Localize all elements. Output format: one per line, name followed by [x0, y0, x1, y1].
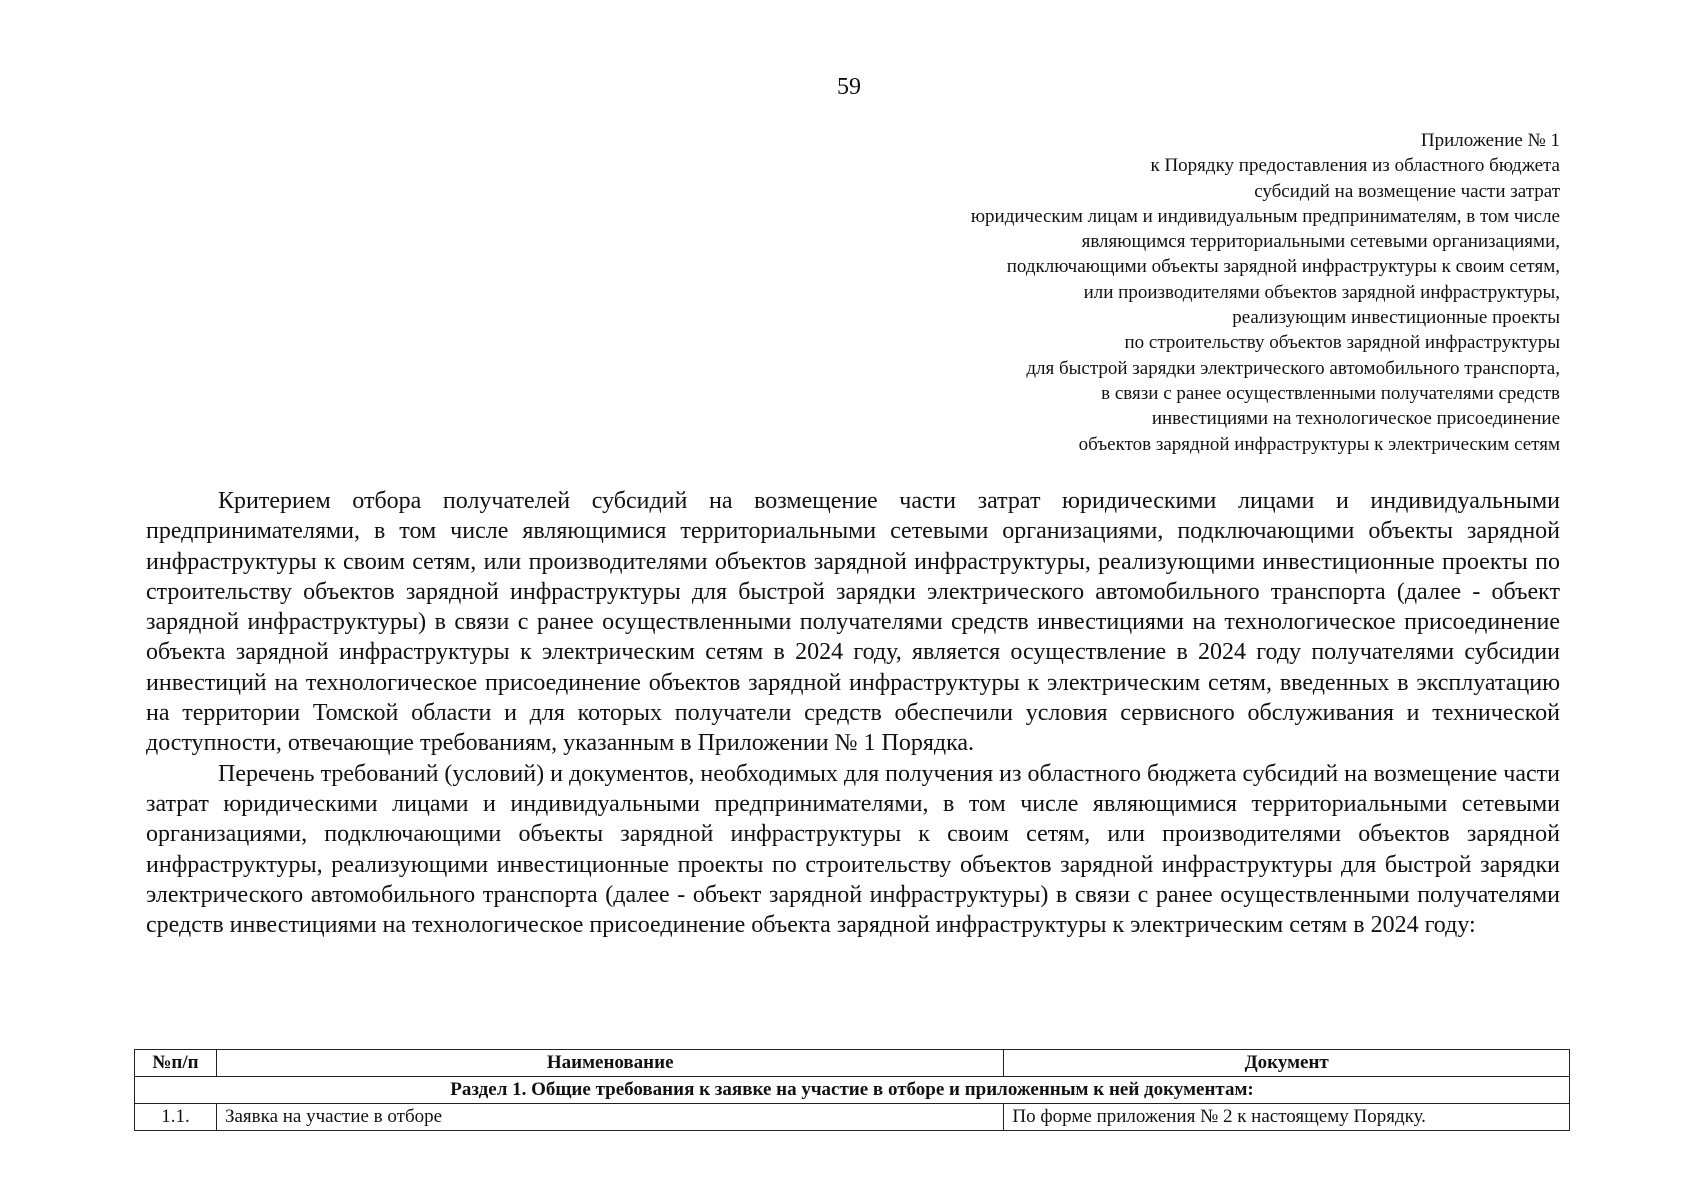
header-document: Документ [1004, 1050, 1570, 1077]
appendix-line: к Порядку предоставления из областного бюджета [1150, 155, 1560, 177]
appendix-line: Приложение № 1 [1420, 130, 1560, 151]
header-name: Наименование [216, 1050, 1003, 1077]
appendix-line: реализующим инвестиционные проекты [1232, 307, 1560, 329]
appendix-line: юридическим лицам и индивидуальным предпринимателям, в том числе [970, 205, 1560, 227]
appendix-line: в связи с ранее осуществленными получателями средств [1101, 382, 1560, 404]
appendix-line: или производителями объектов зарядной инфраструктуры, [1083, 281, 1560, 303]
appendix-line: объектов зарядной инфраструктуры к электрическим сетям [1078, 433, 1560, 455]
appendix-line: подключающими объекты зарядной инфраструктуры к своим сетям, [1006, 256, 1560, 278]
table-header-row [135, 1050, 1570, 1077]
requirements-paragraph: Перечень требований (условий) и документов, необходимых для получения из областного бюджета субсидий на возмещение части затрат юридическими лицами и индивидуальными предпринимателями, в том числе являющимися территориальными сетевыми организациями, подключающими объекты зарядной инфраструктуры к своим сетям, или производителями объектов зарядной инфраструктуры, реализующими инвестиционные проекты по строительству объектов зарядной инфраструктуры для быстрой зарядки электрического автомобильного транспорта (далее - объект зарядной инфраструктуры) в связи с ранее осуществленными получателями средств инвестициями на технологическое присоединение объекта зарядной инфраструктуры к электрическим сетям в 2024 году: [146, 760, 1560, 939]
row-document: По форме приложения № 2 к настоящему Порядку. [1004, 1104, 1570, 1131]
table-row [135, 1104, 1570, 1131]
appendix-header [800, 128, 1560, 457]
page-number: 59 [837, 74, 861, 100]
appendix-line: для быстрой зарядки электрического автомобильного транспорта, [1026, 357, 1560, 379]
body-text [146, 486, 1560, 940]
section-title: Раздел 1. Общие требования к заявке на участие в отборе и приложенным к ней документам: [135, 1077, 1570, 1104]
table-section-row [135, 1077, 1570, 1104]
criterion-paragraph: Критерием отбора получателей субсидий на возмещение части затрат юридическими лицами и индивидуальными предпринимателями, в том числе являющимися территориальными сетевыми организациями, подключающими объекты зарядной инфраструктуры к своим сетям, или производителями объектов зарядной инфраструктуры, реализующими инвестиционные проекты по строительству объектов зарядной инфраструктуры для быстрой зарядки электрического автомобильного транспорта (далее - объект зарядной инфраструктуры) в связи с ранее осуществленными получателями средств инвестициями на технологическое присоединение объекта зарядной инфраструктуры к электрическим сетям в 2024 году, является осуществление в 2024 году получателями субсидии инвестиций на технологическое присоединение объектов зарядной инфраструктуры к электрическим сетям, введенных в эксплуатацию на территории Томской области и для которых получатели средств обеспечили условия сервисного обслуживания и технической доступности, отвечающие требованиям, указанным в Приложении № 1 Порядка. [146, 488, 1560, 757]
row-name: Заявка на участие в отборе [216, 1104, 1003, 1131]
requirements-table [134, 1049, 1570, 1131]
appendix-line: инвестициями на технологическое присоединение [1151, 408, 1560, 430]
header-number: №п/п [135, 1050, 217, 1077]
row-number: 1.1. [135, 1104, 217, 1131]
appendix-line: по строительству объектов зарядной инфраструктуры [1124, 332, 1560, 354]
appendix-line: субсидий на возмещение части затрат [1254, 180, 1560, 202]
appendix-line: являющимся территориальными сетевыми организациями, [1081, 231, 1560, 253]
